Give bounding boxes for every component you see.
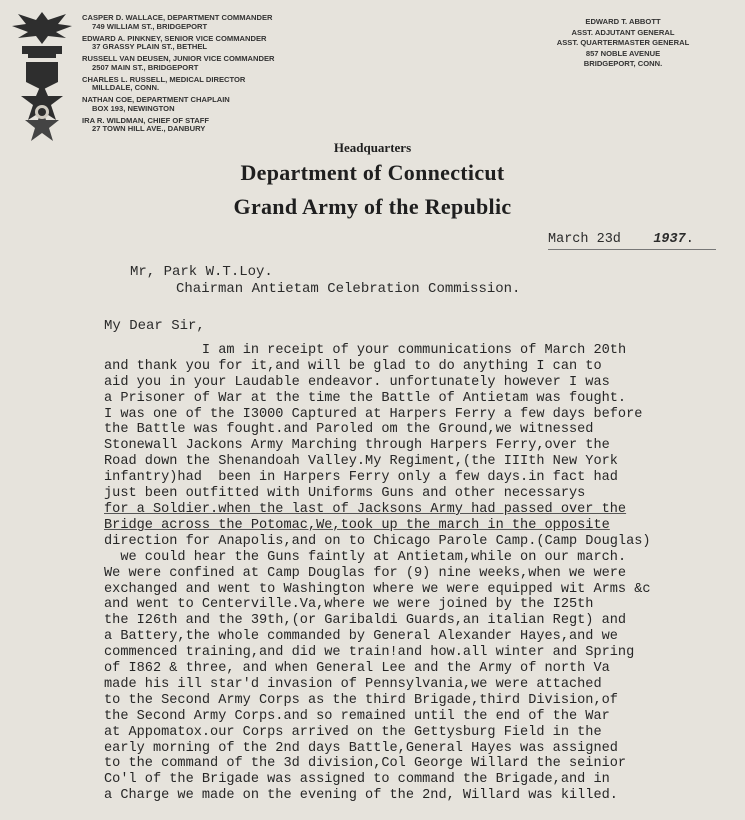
adjutant-block — [548, 17, 698, 70]
body-line: Co'l of the Brigade was assigned to command the Brigade,and in — [104, 772, 610, 788]
body-line: aid you in your Laudable endeavor. unfortunately however I was — [104, 374, 610, 390]
officer-name: RUSSELL VAN DEUSEN, JUNIOR VICE COMMANDER — [82, 54, 275, 64]
body-line — [104, 343, 626, 358]
body-line: Stonewall Jackons Army Marching through Harpers Ferry,over the — [104, 438, 610, 454]
recipient-title: Chairman Antietam Celebration Commission. — [176, 281, 521, 297]
officer-address: 749 WILLIAM ST., BRIDGEPORT — [92, 21, 208, 31]
body-line-text: I am in receipt of your communications of March 20th — [201, 342, 627, 358]
body-line-text: we could hear the Guns faintly at Antietam,while on our march. — [120, 549, 627, 565]
officer-name: IRA R. WILDMAN, CHIEF OF STAFF — [82, 115, 209, 125]
officer-address: 2507 MAIN ST., BRIDGEPORT — [92, 62, 199, 72]
body-line: We were confined at Camp Douglas for (9) nine weeks,when we were — [104, 565, 627, 581]
adjutant-street: 857 NOBLE AVENUE — [585, 48, 661, 58]
officer-entry — [82, 35, 352, 52]
salutation: My Dear Sir, — [104, 318, 205, 334]
body-line: and went to Centerville.Va,where we were joined by the I25th — [104, 597, 594, 613]
body-line: the Second Army Corps.and so remained until the end of the War — [104, 708, 610, 724]
date-underline — [548, 249, 716, 250]
officer-name: NATHAN COE, DEPARTMENT CHAPLAIN — [82, 95, 230, 105]
body-line-underlined: Bridge across the Potomac,We,took up the march in the opposite — [104, 517, 610, 533]
officers-list — [82, 14, 352, 137]
headquarters-label: Headquarters — [333, 140, 412, 155]
adjutant-name: EDWARD T. ABBOTT — [585, 17, 661, 26]
officer-address: MILLDALE, CONN. — [92, 83, 160, 93]
body-line: a Battery,the whole commanded by General Alexander Hayes,and we — [104, 629, 618, 645]
body-line: Road down the Shenandoah Valley.My Regiment,(the IIIth New York — [104, 454, 618, 470]
date-year: 1937 — [653, 232, 686, 247]
letter-date: March 23d 1937. — [548, 232, 694, 247]
officer-address: BOX 193, NEWINGTON — [92, 103, 175, 113]
body-line: to the Second Army Corps as the third Brigade,third Division,of — [104, 692, 618, 708]
officer-address: 37 GRASSY PLAIN ST., BETHEL — [92, 42, 208, 52]
body-line: I was one of the I3000 Captured at Harpers Ferry a few days before — [104, 406, 643, 422]
quartermaster-title: ASST. QUARTERMASTER GENERAL — [556, 38, 690, 47]
body-line: direction for Anapolis,and on to Chicago Parole Camp.(Camp Douglas) — [104, 533, 651, 549]
body-line: the I26th and the 39th,(or Garibaldi Guards,an italian Regt) and — [104, 613, 627, 629]
body-line-underlined: for a Soldier.when the last of Jacksons Army had passed over the — [104, 501, 627, 517]
body-line: made his ill star'd invasion of Pennsylvania,we were attached — [104, 676, 602, 692]
officer-entry — [82, 55, 352, 72]
officer-entry — [82, 96, 352, 113]
letter-body — [104, 327, 744, 820]
officer-entry — [82, 14, 352, 31]
body-line: the Battle was fought.and Paroled om the Ground,we witnessed — [104, 422, 594, 438]
date-text: March 23d — [548, 232, 621, 247]
officer-name: EDWARD A. PINKNEY, SENIOR VICE COMMANDER — [82, 33, 267, 43]
body-line: to the command of the 3d division,Col George Willard the seinior — [104, 756, 627, 772]
department-title: Department of Connecticut — [240, 160, 505, 185]
organization-title: Grand Army of the Republic — [233, 194, 512, 219]
adjutant-city: BRIDGEPORT, CONN. — [583, 59, 663, 68]
body-line: of I862 & three, and when General Lee and the Army of north Va — [104, 661, 610, 677]
gar-eagle-star-emblem-icon — [8, 8, 76, 158]
body-line: a Prisoner of War at the time the Battle of Antietam was fought. — [104, 390, 627, 406]
body-line: early morning of the 2nd days Battle,General Hayes was assigned — [104, 740, 618, 756]
body-line — [104, 550, 626, 565]
body-line: at Appomatox.our Corps arrived on the Gettysburg Field in the — [104, 724, 602, 740]
officer-entry — [82, 76, 352, 93]
officer-name: CHARLES L. RUSSELL, MEDICAL DIRECTOR — [82, 74, 246, 84]
officer-entry — [82, 117, 352, 134]
body-line: a Charge we made on the evening of the 2nd, Willard was killed. — [104, 788, 618, 804]
body-line: exchanged and went to Washington where we were equipped wit Arms &c — [104, 581, 651, 597]
adjutant-title: ASST. ADJUTANT GENERAL — [571, 27, 675, 37]
recipient-name: Mr, Park W.T.Loy. — [130, 264, 273, 280]
officer-address: 27 TOWN HILL AVE., DANBURY — [92, 124, 206, 134]
body-line: and thank you for it,and will be glad to do anything I can to — [104, 358, 602, 374]
body-line: infantry)had been in Harpers Ferry only a few days.in fact had — [104, 470, 618, 486]
officer-name: CASPER D. WALLACE, DEPARTMENT COMMANDER — [82, 13, 273, 22]
body-line: just been outfitted with Uniforms Guns and other necessarys — [104, 486, 586, 502]
body-line: commenced training,and did we train!and how.all winter and Spring — [104, 645, 635, 661]
